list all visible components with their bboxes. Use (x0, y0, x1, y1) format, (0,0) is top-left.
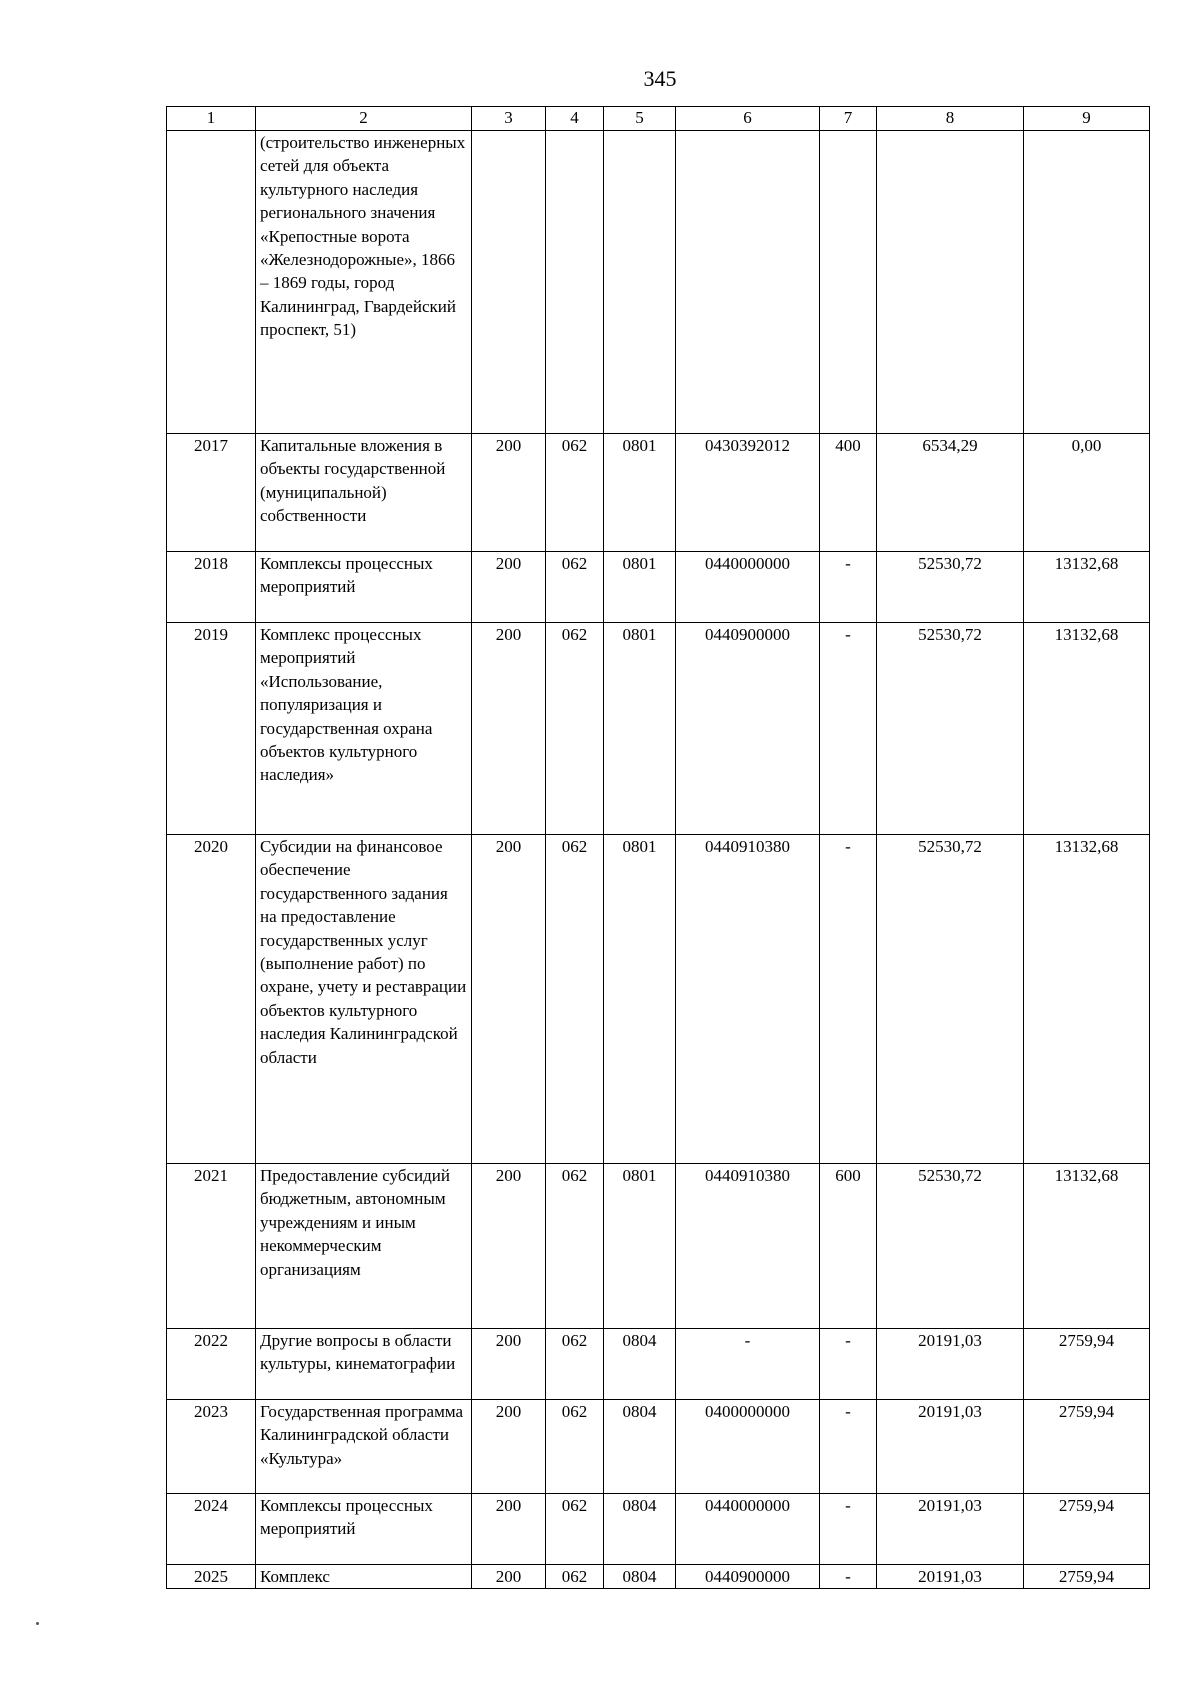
cell-col8: 20191,03 (877, 1400, 1024, 1494)
cell-col7: 600 (820, 1164, 877, 1329)
row-name: Государственная программа Калининградской области «Культура» (256, 1400, 472, 1494)
cell-col9: 2759,94 (1024, 1565, 1150, 1589)
cell-col8: 52530,72 (877, 1164, 1024, 1329)
row-number: 2019 (167, 623, 256, 835)
column-header: 1 (167, 107, 256, 131)
cell-col7: - (820, 552, 877, 623)
table-row (167, 434, 1150, 552)
column-header: 7 (820, 107, 877, 131)
column-header: 9 (1024, 107, 1150, 131)
cell-col4: 062 (546, 552, 604, 623)
row-number (167, 131, 256, 434)
cell-col8: 52530,72 (877, 835, 1024, 1164)
cell-col6: 0440900000 (676, 1565, 820, 1589)
row-number: 2023 (167, 1400, 256, 1494)
column-header: 4 (546, 107, 604, 131)
cell-col5: 0804 (604, 1565, 676, 1589)
cell-col6: 0440910380 (676, 1164, 820, 1329)
row-name: Комплексы процессных мероприятий (256, 552, 472, 623)
cell-col5: 0801 (604, 434, 676, 552)
cell-col5: 0801 (604, 835, 676, 1164)
cell-col7: 400 (820, 434, 877, 552)
row-number: 2017 (167, 434, 256, 552)
column-header: 8 (877, 107, 1024, 131)
cell-col7 (820, 131, 877, 434)
row-name: Предоставление субсидий бюджетным, автономным учреждениям и иным некоммерческим организациям (256, 1164, 472, 1329)
column-number-row (167, 107, 1150, 131)
cell-col8 (877, 131, 1024, 434)
cell-col3: 200 (472, 1400, 546, 1494)
row-name: (строительство инженерных сетей для объекта культурного наследия регионального значения «Крепостные ворота «Железнодорожные», 1866 – 1869 годы, город Калининград, Гвардейский проспект, 51) (256, 131, 472, 434)
cell-col9: 2759,94 (1024, 1400, 1150, 1494)
cell-col5: 0801 (604, 1164, 676, 1329)
cell-col7: - (820, 1400, 877, 1494)
cell-col5 (604, 131, 676, 434)
cell-col3: 200 (472, 1329, 546, 1400)
cell-col8: 20191,03 (877, 1329, 1024, 1400)
cell-col4: 062 (546, 835, 604, 1164)
cell-col8: 20191,03 (877, 1494, 1024, 1565)
cell-col3: 200 (472, 434, 546, 552)
row-number: 2018 (167, 552, 256, 623)
cell-col4 (546, 131, 604, 434)
row-number: 2022 (167, 1329, 256, 1400)
table-row (167, 552, 1150, 623)
cell-col3: 200 (472, 1494, 546, 1565)
cell-col3: 200 (472, 1565, 546, 1589)
cell-col9: 0,00 (1024, 434, 1150, 552)
cell-col7: - (820, 623, 877, 835)
cell-col5: 0804 (604, 1494, 676, 1565)
table-row (167, 1329, 1150, 1400)
cell-col6: 0440000000 (676, 552, 820, 623)
cell-col5: 0804 (604, 1329, 676, 1400)
cell-col4: 062 (546, 1329, 604, 1400)
cell-col8: 20191,03 (877, 1565, 1024, 1589)
cell-col9: 13132,68 (1024, 1164, 1150, 1329)
cell-col4: 062 (546, 1565, 604, 1589)
scan-speck (36, 1622, 39, 1625)
cell-col9: 2759,94 (1024, 1494, 1150, 1565)
table-row (167, 623, 1150, 835)
cell-col8: 52530,72 (877, 623, 1024, 835)
cell-col4: 062 (546, 434, 604, 552)
cell-col4: 062 (546, 1400, 604, 1494)
column-header: 6 (676, 107, 820, 131)
cell-col6: 0440900000 (676, 623, 820, 835)
cell-col7: - (820, 1329, 877, 1400)
cell-col6: - (676, 1329, 820, 1400)
cell-col9 (1024, 131, 1150, 434)
cell-col4: 062 (546, 623, 604, 835)
column-header: 3 (472, 107, 546, 131)
row-name: Комплекс (256, 1565, 472, 1589)
cell-col7: - (820, 835, 877, 1164)
table-row (167, 835, 1150, 1164)
cell-col5: 0801 (604, 623, 676, 835)
row-number: 2021 (167, 1164, 256, 1329)
row-number: 2025 (167, 1565, 256, 1589)
table-row (167, 1400, 1150, 1494)
table-row (167, 131, 1150, 434)
cell-col5: 0801 (604, 552, 676, 623)
cell-col7: - (820, 1565, 877, 1589)
table-row (167, 1494, 1150, 1565)
cell-col8: 52530,72 (877, 552, 1024, 623)
row-name: Комплексы процессных мероприятий (256, 1494, 472, 1565)
cell-col5: 0804 (604, 1400, 676, 1494)
cell-col9: 13132,68 (1024, 835, 1150, 1164)
budget-table (166, 106, 1150, 1589)
cell-col6: 0440000000 (676, 1494, 820, 1565)
page-number: 345 (643, 66, 677, 91)
cell-col4: 062 (546, 1164, 604, 1329)
cell-col3 (472, 131, 546, 434)
row-name: Субсидии на финансовое обеспечение государственного задания на предоставление государственных услуг (выполнение работ) по охране, учету и реставрации объектов культурного наследия Калининградской области (256, 835, 472, 1164)
cell-col6 (676, 131, 820, 434)
row-number: 2024 (167, 1494, 256, 1565)
row-number: 2020 (167, 835, 256, 1164)
cell-col3: 200 (472, 835, 546, 1164)
row-name: Комплекс процессных мероприятий «Использование, популяризация и государственная охрана объектов культурного наследия» (256, 623, 472, 835)
table-row (167, 1164, 1150, 1329)
cell-col6: 0440910380 (676, 835, 820, 1164)
cell-col8: 6534,29 (877, 434, 1024, 552)
cell-col3: 200 (472, 623, 546, 835)
cell-col7: - (820, 1494, 877, 1565)
cell-col9: 13132,68 (1024, 552, 1150, 623)
cell-col3: 200 (472, 1164, 546, 1329)
cell-col9: 2759,94 (1024, 1329, 1150, 1400)
cell-col4: 062 (546, 1494, 604, 1565)
cell-col6: 0430392012 (676, 434, 820, 552)
column-header: 2 (256, 107, 472, 131)
row-name: Капитальные вложения в объекты государственной (муниципальной) собственности (256, 434, 472, 552)
cell-col9: 13132,68 (1024, 623, 1150, 835)
row-name: Другие вопросы в области культуры, кинематографии (256, 1329, 472, 1400)
column-header: 5 (604, 107, 676, 131)
cell-col6: 0400000000 (676, 1400, 820, 1494)
table-row (167, 1565, 1150, 1589)
cell-col3: 200 (472, 552, 546, 623)
